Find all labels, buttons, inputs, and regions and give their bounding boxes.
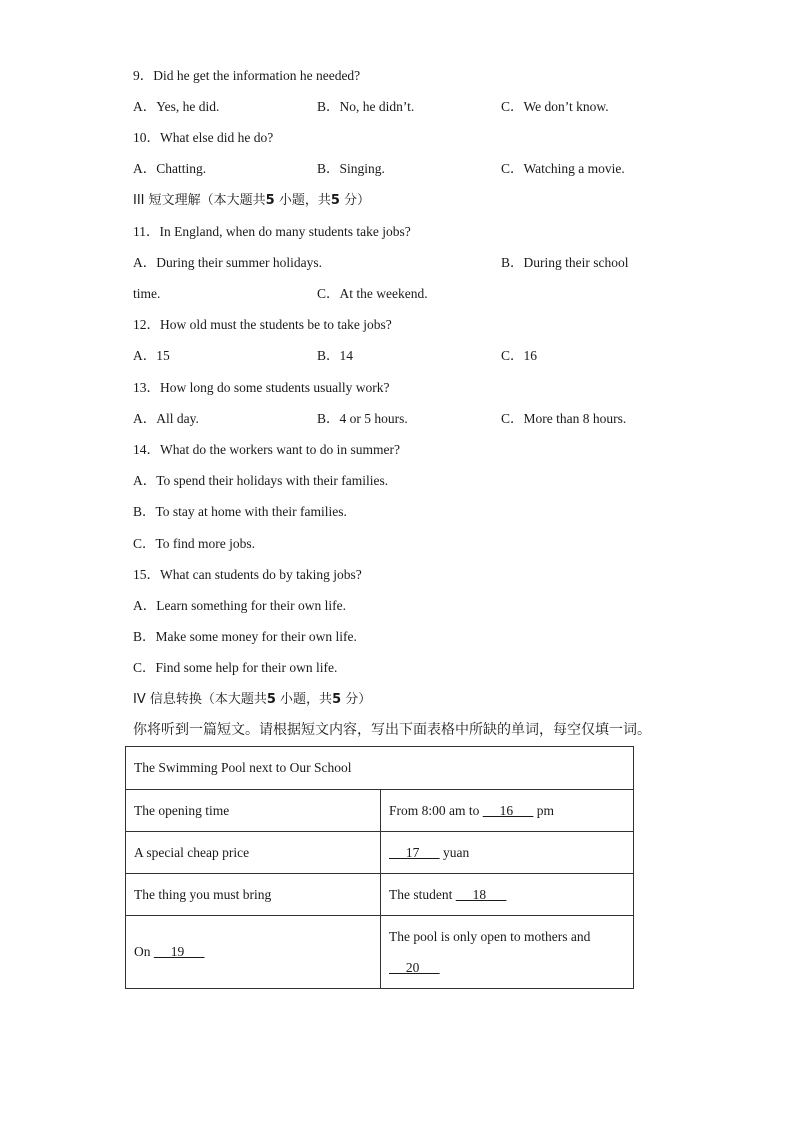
question-14-option-b: B．To stay at home with their families. <box>133 504 347 519</box>
row-1-label: The opening time <box>126 790 381 832</box>
section-3-count: 5 <box>265 193 275 208</box>
row-2-value <box>381 832 634 874</box>
question-11-stem: 11．In England, when do many students take jobs? <box>133 224 411 239</box>
section-4-heading <box>133 692 371 708</box>
section-4-score: 5 <box>332 692 342 707</box>
blank-20: 20 <box>389 960 440 975</box>
section-3-mid: 小题，共 <box>274 193 331 208</box>
question-13-option-a: A．All day. <box>133 411 199 426</box>
question-10-stem: 10．What else did he do? <box>133 130 274 145</box>
section-4-suffix: 分） <box>341 692 372 707</box>
section-4-count: 5 <box>266 692 276 707</box>
table-title: The Swimming Pool next to Our School <box>126 747 634 790</box>
info-table <box>125 746 634 989</box>
question-10-option-a: A．Chatting. <box>133 161 207 176</box>
question-11-option-c: C．At the weekend. <box>317 286 428 301</box>
row-1-value <box>381 790 634 832</box>
section-3-suffix: 分） <box>339 193 371 208</box>
question-12-stem: 12．How old must the students be to take jobs? <box>133 317 392 332</box>
question-9-option-a: A．Yes, he did. <box>133 99 220 114</box>
section-4-instruction: 你将听到一篇短文。请根据短文内容，写出下面表格中所缺的单词，每空仅填一词。 <box>133 722 651 738</box>
table-row <box>126 874 634 916</box>
row-1-pre: From 8:00 am to <box>389 802 483 818</box>
row-1-post: pm <box>533 802 555 818</box>
question-15-option-c: C．Find some help for their own life. <box>133 660 338 675</box>
question-9-stem: 9．Did he get the information he needed? <box>133 68 361 83</box>
section-4-prefix: IV 信息转换（本大题共 <box>133 692 267 707</box>
question-11-option-a: A．During their summer holidays. <box>133 255 322 270</box>
question-15-stem: 15．What can students do by taking jobs? <box>133 567 362 582</box>
section-3-heading <box>133 193 370 209</box>
question-13-option-b: B．4 or 5 hours. <box>317 411 408 426</box>
row-3-label: The thing you must bring <box>126 874 381 916</box>
question-14-stem: 14．What do the workers want to do in summer? <box>133 442 400 457</box>
blank-19: 19 <box>153 944 205 959</box>
table-row <box>126 916 634 989</box>
question-12-option-c: C．16 <box>501 348 538 363</box>
question-10-option-c: C．Watching a movie. <box>501 161 625 176</box>
blank-17: 17 <box>389 844 440 860</box>
question-15-option-b: B．Make some money for their own life. <box>133 629 357 644</box>
question-14-option-a: A．To spend their holidays with their families. <box>133 473 389 488</box>
table-row <box>126 832 634 874</box>
section-3-prefix: III 短文理解（本大题共 <box>133 193 266 208</box>
question-15-option-a: A．Learn something for their own life. <box>133 598 346 613</box>
row-2-post: yuan <box>439 844 470 860</box>
question-14-option-c: C．To find more jobs. <box>133 536 256 551</box>
blank-18: 18 <box>455 886 507 902</box>
question-13-stem: 13．How long do some students usually work? <box>133 380 390 395</box>
question-10-option-b: B．Singing. <box>317 161 385 176</box>
row-3-pre: The student <box>389 886 456 902</box>
row-4-label <box>126 916 381 989</box>
row-4-pre: On <box>134 944 154 959</box>
table-row <box>126 790 634 832</box>
question-11-option-b-cont: time. <box>133 286 161 301</box>
question-9-option-c: C．We don’t know. <box>501 99 609 114</box>
question-12-option-b: B．14 <box>317 348 354 363</box>
question-12-option-a: A．15 <box>133 348 170 363</box>
question-13-option-c: C．More than 8 hours. <box>501 411 627 426</box>
section-3-score: 5 <box>330 193 340 208</box>
row-4-value <box>381 916 634 989</box>
blank-16: 16 <box>482 802 534 818</box>
row-2-label: A special cheap price <box>126 832 381 874</box>
section-4-mid: 小题，共 <box>275 692 333 707</box>
question-11-option-b: B．During their school <box>501 255 629 270</box>
question-9-option-b: B．No, he didn’t. <box>317 99 415 114</box>
row-4-line-1: The pool is only open to mothers and <box>389 929 591 944</box>
row-3-value <box>381 874 634 916</box>
table-row <box>126 747 634 790</box>
